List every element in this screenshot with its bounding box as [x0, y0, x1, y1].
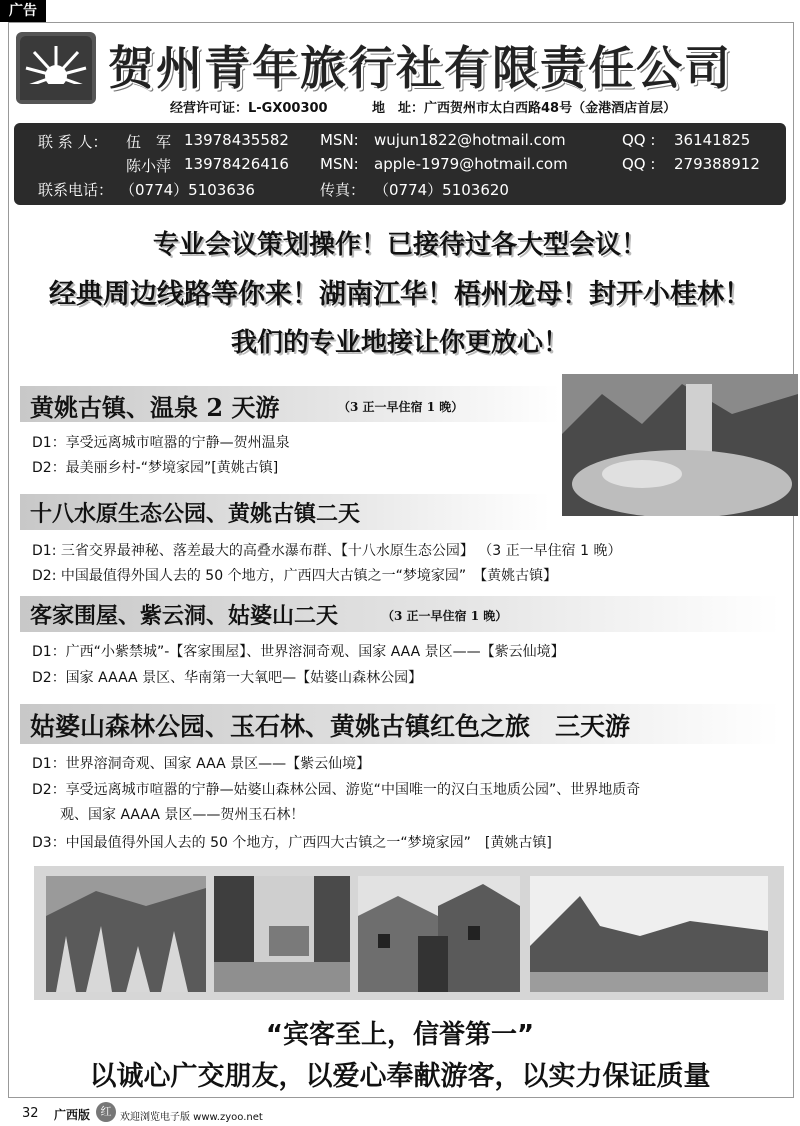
- tour-3-title: 客家围屋、紫云洞、姑婆山二天: [30, 603, 339, 629]
- tour-2-header: [20, 494, 550, 530]
- ad-label: 广告: [0, 0, 46, 22]
- page-number: 32: [22, 1106, 39, 1121]
- slogan-1: 专业会议策划操作！已接待过各大型会议！: [152, 230, 647, 260]
- tour-4-day-3: D3：中国最值得外国人去的 50 个地方，广西四大古镇之一“梦境家园” [黄姚古镇]: [32, 835, 552, 851]
- tour-2-day-2: D2: 中国最值得外国人去的 50 个地方，广西四大古镇之一“梦境家园” 【黄姚古镇】: [32, 568, 558, 584]
- qq-label-2: QQ :: [622, 155, 656, 173]
- tour-3-day-2: D2：国家 AAAA 景区、华南第一大氧吧—【姑婆山森林公园】: [32, 670, 423, 686]
- contact-label: 联 系 人：: [38, 133, 108, 151]
- tour-1-day-1: D1：享受远离城市喧嚣的宁静—贺州温泉: [32, 435, 290, 451]
- tel-number: （0774）5103636: [120, 181, 255, 199]
- tour-1-note: （3 正一早住宿 1 晚）: [338, 400, 464, 414]
- msn-1: wujun1822@hotmail.com: [374, 131, 566, 149]
- stone-forest-photo: [46, 876, 206, 992]
- tour-1-header: [20, 386, 560, 422]
- slogan-3: 我们的专业地接让你更放心！: [230, 328, 569, 358]
- tour-1-title: 黄姚古镇、温泉 2 天游: [30, 393, 280, 422]
- slogan-2: 经典周边线路等你来！湖南江华！梧州龙母！封开小桂林！: [49, 279, 751, 310]
- mountain-lake-photo: [530, 876, 768, 992]
- contact-phone-2: 13978426416: [184, 155, 289, 173]
- contact-phone-1: 13978435582: [184, 131, 289, 149]
- company-address: 地 址：广西贺州市太白西路48号（金港酒店首层）: [372, 101, 677, 116]
- red-seal-icon: 红: [96, 1102, 116, 1122]
- company-name: 贺州青年旅行社有限责任公司: [108, 41, 732, 95]
- tour-3-note: （3 正一早住宿 1 晚）: [382, 609, 508, 623]
- tour-4-day-2-cont: 观、国家 AAAA 景区——贺州玉石林！: [32, 807, 305, 823]
- tour-4-header: [20, 704, 780, 744]
- tour-2-title: 十八水原生态公园、黄姚古镇二天: [30, 501, 361, 527]
- tour-3-header: [20, 596, 780, 632]
- tour-1-day-2: D2：最美丽乡村-“梦境家园”[黄姚古镇]: [32, 460, 279, 476]
- website-link[interactable]: 欢迎浏览电子版 www.zyoo.net: [120, 1112, 263, 1123]
- tour-4-title: 姑婆山森林公园、玉石林、黄姚古镇红色之旅 三天游: [30, 712, 631, 741]
- sun-logo-icon: [16, 32, 96, 104]
- qq-2: 279388912: [674, 155, 760, 173]
- msn-label-2: MSN:: [320, 155, 359, 173]
- qq-label-1: QQ :: [622, 131, 656, 149]
- motto-slogan: 以诚心广交朋友，以爱心奉献游客，以实力保证质量: [89, 1061, 711, 1092]
- qq-1: 36141825: [674, 131, 751, 149]
- msn-label-1: MSN:: [320, 131, 359, 149]
- hot-spring-photo: [562, 374, 798, 516]
- msn-2: apple-1979@hotmail.com: [374, 155, 568, 173]
- tel-label: 联系电话：: [38, 181, 114, 199]
- fax-label: 传真：: [320, 181, 366, 199]
- publication-name: 广西版: [54, 1108, 91, 1122]
- license-number: 经营许可证：L-GX00300: [170, 101, 328, 116]
- contact-panel: [14, 123, 786, 205]
- motto-quote: “宾客至上，信誉第一”: [265, 1020, 535, 1050]
- contact-name-1: 伍 军: [126, 133, 172, 151]
- tour-4-day-1: D1：世界溶洞奇观、国家 AAA 景区——【紫云仙境】: [32, 756, 371, 772]
- fax-number: （0774）5103620: [374, 181, 509, 199]
- tour-3-day-1: D1：广西“小紫禁城”-【客家围屋】、世界溶洞奇观、国家 AAA 景区——【紫云仙境】: [32, 644, 565, 660]
- tour-4-day-2: D2：享受远离城市喧嚣的宁静—姑婆山森林公园、游览“中国唯一的汉白玉地质公园”、世界地质奇: [32, 782, 641, 798]
- tour-2-day-1: D1: 三省交界最神秘、落差最大的高叠水瀑布群、【十八水原生态公园】 （3 正一早住宿 1 晚）: [32, 543, 622, 559]
- river-village-photo: [214, 876, 350, 992]
- contact-name-2: 陈小萍: [126, 157, 172, 175]
- hakka-house-photo: [358, 876, 520, 992]
